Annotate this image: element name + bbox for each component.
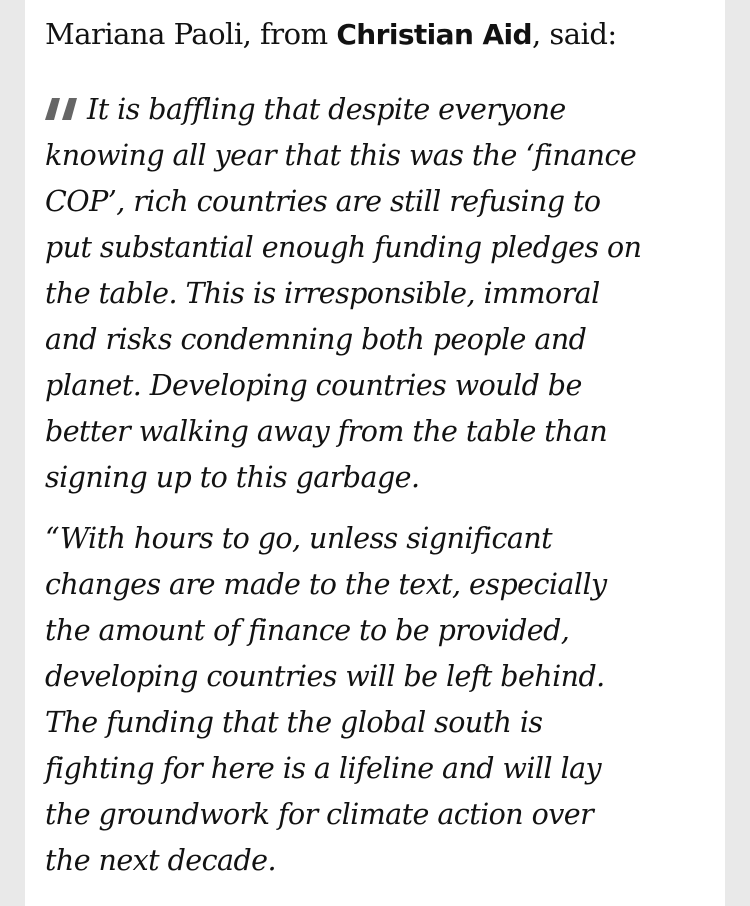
quote-line: “With hours to go, unless significant [45,522,553,555]
quote-line: fighting for here is a lifeline and will lay [45,752,602,785]
quote-mark-icon [45,98,81,120]
quote-line: COP’, rich countries are still refusing to [45,185,601,218]
quote-line: signing up to this garbage. [45,461,420,494]
quote-line: planet. Developing countries would be [45,369,582,402]
quote-continuation [45,516,715,884]
quote-line: changes are made to the text, especially [45,568,607,601]
attribution-suffix: , said: [531,17,617,51]
quote-line: the groundwork for climate action over [45,798,594,831]
quote-line: The funding that the global south is [45,706,543,739]
article-body [25,0,725,906]
quote-line: knowing all year that this was the ‘finance [45,139,637,172]
quote-line: better walking away from the table than [45,415,608,448]
quote-line: the amount of finance to be provided, [45,614,570,647]
quote-line: the next decade. [45,844,276,877]
quote-line: and risks condemning both people and [45,323,587,356]
quote-line: the table. This is irresponsible, immoral [45,277,600,310]
quote-line: put substantial enough funding pledges on [45,231,642,264]
organisation-name: Christian Aid [336,18,532,51]
quote-attribution [45,18,617,51]
quote-line: developing countries will be left behind. [45,660,605,693]
speaker-name: Mariana Paoli, from [45,17,337,51]
pull-quote [45,87,715,501]
quote-line: It is baffling that despite everyone [45,87,715,133]
